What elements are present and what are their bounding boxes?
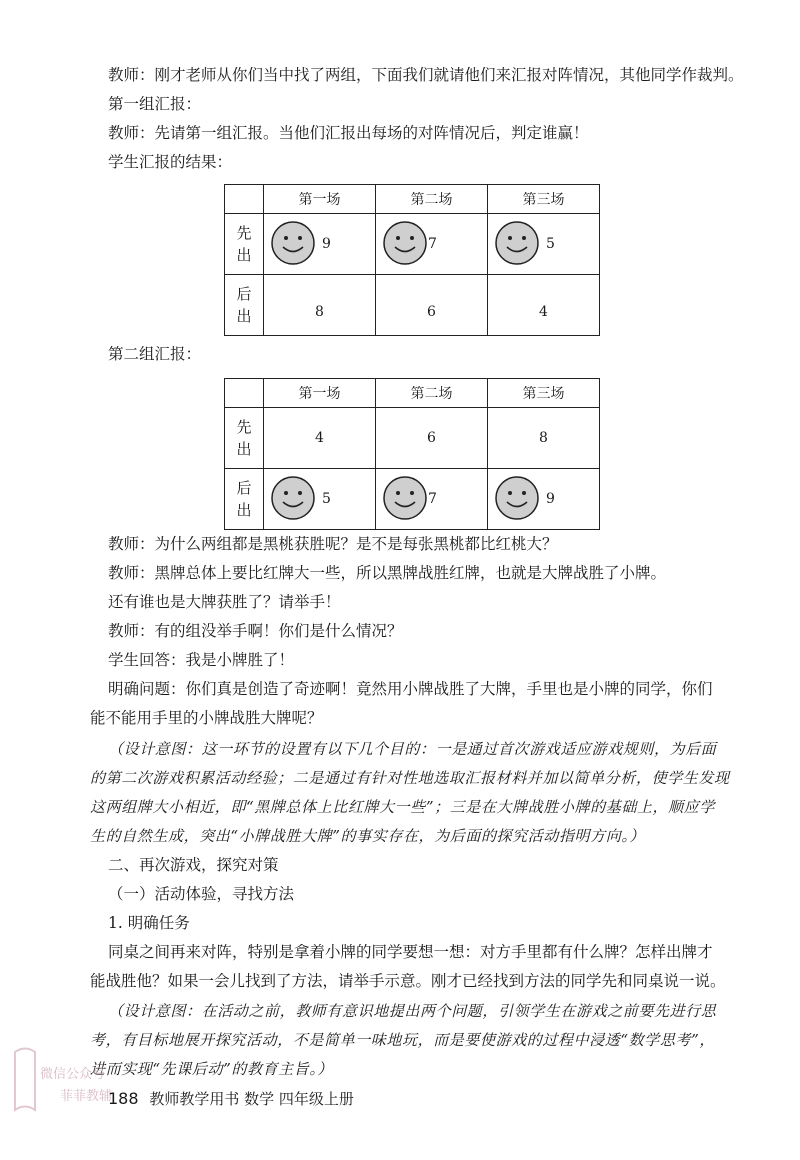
body-line: 明确问题：你们真是创造了奇迹啊！竟然用小牌战胜了大牌，手里也是小牌的同学，你们 bbox=[108, 680, 713, 698]
row-label-first: 先 出 bbox=[225, 214, 264, 275]
table-header: 第一场 bbox=[264, 379, 376, 408]
smiley-face-icon bbox=[494, 220, 540, 266]
smiley-face-icon bbox=[494, 475, 540, 521]
body-line: 还有谁也是大牌获胜了？请举手！ bbox=[108, 593, 341, 611]
body-line: 教师：为什么两组都是黑桃获胜呢？是不是每张黑桃都比红桃大？ bbox=[108, 535, 558, 553]
body-line: 能不能用手里的小牌战胜大牌呢？ bbox=[90, 709, 323, 727]
card-value: 4 bbox=[539, 304, 548, 321]
design-note: 考，有目标地展开探究活动，不是简单一味地玩，而是要使游戏的过程中浸透“数学思考”， bbox=[90, 1031, 715, 1049]
paragraph-teacher-first: 教师：先请第一组汇报。当他们汇报出每场的对阵情况后，判定谁赢！ bbox=[108, 124, 589, 142]
card-value: 6 bbox=[427, 430, 436, 446]
book-title: 教师教学用书 数学 四年级上册 bbox=[149, 1090, 354, 1108]
table-header: 第一场 bbox=[264, 185, 376, 214]
table-header: 第二场 bbox=[376, 185, 488, 214]
group2-label: 第二组汇报： bbox=[108, 345, 202, 363]
card-value: 8 bbox=[315, 304, 324, 321]
row-label-second: 后 出 bbox=[225, 469, 264, 530]
card-value: 9 bbox=[322, 236, 331, 252]
design-note: 这两组牌大小相近，即“黑牌总体上比红牌大一些”；三是在大牌战胜小牌的基础上，顺应学 bbox=[90, 798, 715, 816]
design-note: （设计意图：这一环节的设置有以下几个目的：一是通过首次游戏适应游戏规则，为后面 bbox=[108, 740, 717, 758]
smiley-face-icon bbox=[270, 220, 316, 266]
row-label-second: 后 出 bbox=[225, 275, 264, 336]
body-line: 学生回答：我是小牌胜了！ bbox=[108, 651, 295, 669]
design-note: 生的自然生成，突出“小牌战胜大牌”的事实存在，为后面的探究活动指明方向。） bbox=[90, 827, 646, 845]
watermark-text-2: 菲菲教辅 bbox=[60, 1089, 113, 1104]
design-note: （设计意图：在活动之前，教师有意识地提出两个问题，引领学生在游戏之前要先进行思 bbox=[108, 1002, 717, 1020]
design-note: 的第二次游戏积累活动经验；二是通过有针对性地选取汇报材料并加以简单分析，使学生发现 bbox=[90, 769, 730, 787]
table-header: 第三场 bbox=[488, 185, 600, 214]
design-note: 进而实现“先课后动”的教育主旨。） bbox=[90, 1060, 334, 1078]
card-value: 6 bbox=[427, 304, 436, 321]
paragraph-teacher-intro: 教师：刚才老师从你们当中找了两组，下面我们就请他们来汇报对阵情况，其他同学作裁判。 bbox=[108, 66, 744, 84]
match-table-group2 bbox=[224, 378, 600, 530]
smiley-face-icon bbox=[382, 475, 428, 521]
card-value: 5 bbox=[322, 491, 331, 507]
card-value: 4 bbox=[315, 430, 324, 446]
body-line: 能战胜他？如果一会儿找到了方法，请举手示意。刚才已经找到方法的同学先和同桌说一说。 bbox=[90, 972, 726, 990]
page-number: 188 bbox=[108, 1089, 139, 1108]
card-value: 9 bbox=[546, 491, 555, 507]
table-corner bbox=[225, 185, 264, 214]
subsection-heading: （一）活动体验，寻找方法 bbox=[108, 885, 295, 903]
card-value: 7 bbox=[428, 491, 437, 507]
match-table-group1 bbox=[224, 184, 600, 336]
table-header: 第二场 bbox=[376, 379, 488, 408]
table-corner bbox=[225, 379, 264, 408]
smiley-face-icon bbox=[382, 220, 428, 266]
body-line: 教师：有的组没举手啊！你们是什么情况？ bbox=[108, 622, 403, 640]
section-heading: 二、再次游戏，探究对策 bbox=[108, 856, 279, 874]
item-heading: 1. 明确任务 bbox=[108, 914, 190, 932]
table-header: 第三场 bbox=[488, 379, 600, 408]
paragraph-student-result: 学生汇报的结果： bbox=[108, 153, 233, 171]
smiley-face-icon bbox=[270, 475, 316, 521]
card-value: 8 bbox=[539, 430, 548, 446]
body-line: 教师：黑牌总体上要比红牌大一些，所以黑牌战胜红牌，也就是大牌战胜了小牌。 bbox=[108, 564, 667, 582]
body-line: 同桌之间再来对阵，特别是拿着小牌的同学要想一想：对方手里都有什么牌？怎样出牌才 bbox=[108, 943, 713, 961]
page-footer bbox=[108, 1088, 354, 1109]
row-label-first: 先 出 bbox=[225, 408, 264, 469]
group1-label: 第一组汇报： bbox=[108, 95, 202, 113]
watermark-text-1: 微信公众号 bbox=[40, 1067, 106, 1082]
card-value: 5 bbox=[546, 236, 555, 252]
card-value: 7 bbox=[428, 236, 437, 252]
